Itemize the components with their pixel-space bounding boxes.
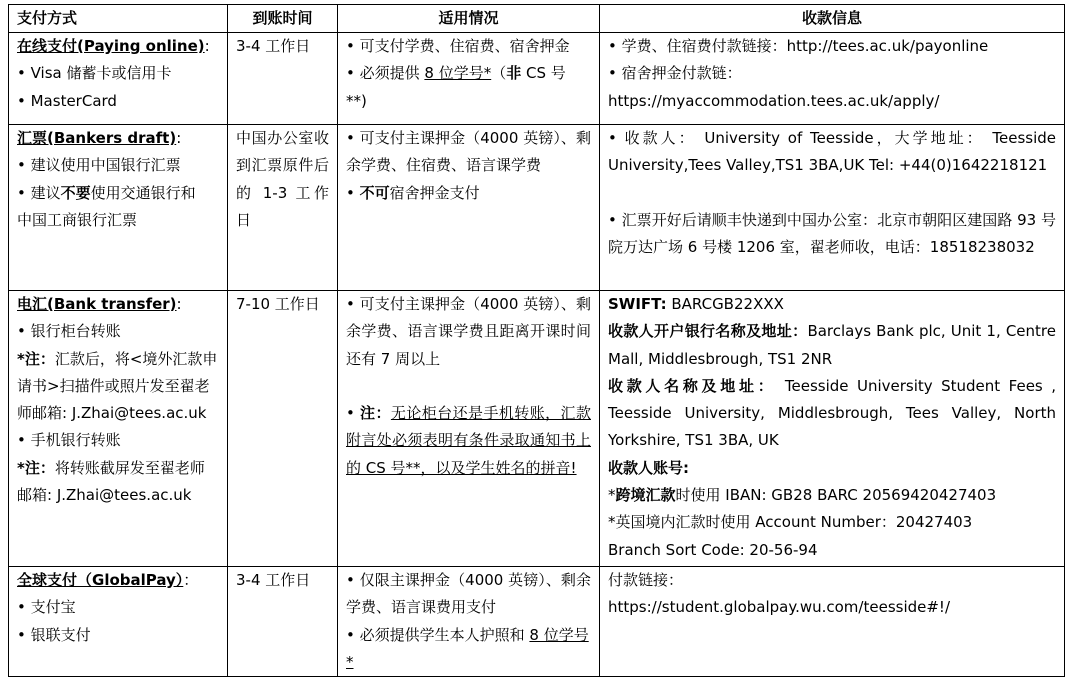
time-cell: 7-10 工作日	[228, 291, 338, 567]
time-cell: 中国办公室收到汇票原件后的 1-3 工作日	[228, 125, 338, 291]
list-item: • 银联支付	[17, 625, 91, 644]
method-cell: 全球支付（GlobalPay）： • 支付宝 • 银联支付	[9, 567, 228, 677]
method-cell: 汇票(Bankers draft): • 建议使用中国银行汇票 • 建议不要使用交通银行和 中国工商银行汇票	[9, 125, 228, 291]
method-title: 汇票(Bankers draft)	[17, 129, 177, 147]
header-info: 收款信息	[600, 5, 1065, 33]
header-row	[9, 5, 1065, 33]
table-row	[9, 125, 1065, 291]
method-cell: 在线支付(Paying online): • Visa 储蓄卡或信用卡 • MasterCard	[9, 33, 228, 125]
list-item: • MasterCard	[17, 91, 117, 110]
list-item: • 建议使用中国银行汇票	[17, 156, 181, 175]
header-method: 支付方式	[9, 5, 228, 33]
scope-cell: • 可支付主课押金（4000 英镑）、剩余学费、语言课学费且距离开课时间还有 7 周以上 • 注：无论柜台还是手机转账，汇款附言处必须表明有条件录取通知书上的 CS 号**，以及学生姓名的拼音!	[338, 291, 600, 567]
table-row	[9, 33, 1065, 125]
list-item: • 支付宝	[17, 598, 76, 617]
table-row	[9, 291, 1065, 567]
info-cell: 付款链接： https://student.globalpay.wu.com/teesside#!/	[600, 567, 1065, 677]
table-row	[9, 567, 1065, 677]
method-cell: 电汇(Bank transfer): • 银行柜台转账 *注：汇款后，将<境外汇款申请书>扫描件或照片发至翟老师邮箱: J.Zhai@tees.ac.uk • 手机银行转账 *注：将转账截屏发至翟老师邮箱: J.Zhai@tees.ac.uk	[9, 291, 228, 567]
info-cell: SWIFT: BARCGB22XXX 收款人开户银行名称及地址：Barclays Bank plc, Unit 1, Centre Mall, Middlesbrough, TS1 2NR 收款人名称及地址： Teesside University Student Fees , Teesside University, Middlesbrough, Tees Valley, North Yorkshire, TS1 3BA, UK 收款人账号: *跨境汇款时使用 IBAN: GB28 BARC 20569420427403 *英国境内汇款时使用 Account Number：20427403 Branch Sort Code: 20-56-94	[600, 291, 1065, 567]
info-cell: • 学费、住宿费付款链接：http://tees.ac.uk/payonline • 宿舍押金付款链： https://myaccommodation.tees.ac.uk/apply/	[600, 33, 1065, 125]
scope-cell: • 可支付学费、住宿费、宿舍押金 • 必须提供 8 位学号*（非 CS 号 **)	[338, 33, 600, 125]
list-item: • Visa 储蓄卡或信用卡	[17, 64, 172, 83]
time-cell: 3-4 工作日	[228, 33, 338, 125]
accommodation-link: https://myaccommodation.tees.ac.uk/apply/	[608, 91, 940, 110]
header-scope: 适用情况	[338, 5, 600, 33]
method-title: 全球支付（GlobalPay）	[17, 571, 184, 589]
scope-cell: • 可支付主课押金（4000 英镑）、剩余学费、住宿费、语言课学费 • 不可宿舍押金支付	[338, 125, 600, 291]
header-time: 到账时间	[228, 5, 338, 33]
time-cell: 3-4 工作日	[228, 567, 338, 677]
globalpay-link: https://student.globalpay.wu.com/teesside#!/	[608, 598, 950, 617]
payment-methods-table	[8, 4, 1065, 677]
method-title: 在线支付(Paying online)	[17, 37, 205, 55]
info-cell: • 收款人： University of Teesside，大学地址： Teesside University,Tees Valley,TS1 3BA,UK Tel: +44(0)1642218121 • 汇票开好后请顺丰快递到中国办公室：北京市朝阳区建国路 93 号院万达广场 6 号楼 1206 室，翟老师收，电话：18518238032	[600, 125, 1065, 291]
scope-cell: • 仅限主课押金（4000 英镑）、剩余学费、语言课费用支付 • 必须提供学生本人护照和 8 位学号*	[338, 567, 600, 677]
method-title: 电汇(Bank transfer)	[17, 295, 177, 313]
